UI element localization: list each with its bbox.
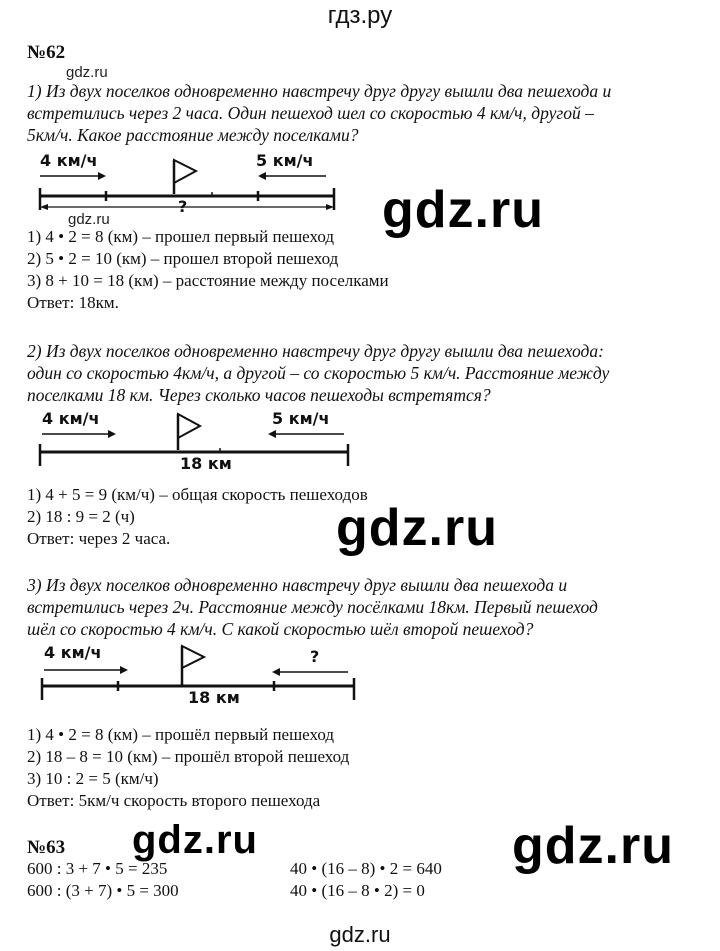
task-number-63: №63 <box>27 837 66 858</box>
right-arrow-head <box>268 430 276 438</box>
left-arrow-head <box>98 172 106 180</box>
watermark-large: gdz.ru <box>336 499 498 557</box>
left-speed-label: 4 км/ч <box>40 151 98 170</box>
task-text-line: поселками 18 км. Через сколько часов пешеходы встретятся? <box>27 385 491 405</box>
watermark-large: gdz.ru <box>382 181 544 239</box>
watermark-large: gdz.ru <box>132 818 258 862</box>
distance-label: ? <box>178 197 188 216</box>
expression-line: 600 : 3 + 7 • 5 = 235 <box>27 859 168 878</box>
expression-line: 40 • (16 – 8 • 2) = 0 <box>290 881 425 900</box>
site-footer: gdz.ru <box>329 922 391 947</box>
diagram-3 <box>28 640 368 712</box>
solution-line: 3) 10 : 2 = 5 (км/ч) <box>27 769 159 788</box>
task-text-line: шёл со скоростью 4 км/ч. С какой скоростью шёл второй пешеход? <box>27 619 534 639</box>
expression-line: 600 : (3 + 7) • 5 = 300 <box>27 881 179 900</box>
distance-label: 18 км <box>180 454 232 473</box>
right-speed-label: ? <box>310 647 320 666</box>
answer-line: Ответ: 18км. <box>27 293 119 312</box>
distance-label: 18 км <box>188 688 240 707</box>
task-text-line: 3) Из двух поселков одновременно навстречу друг вышли два пешехода и <box>27 575 568 595</box>
answer-line: Ответ: через 2 часа. <box>27 529 171 548</box>
expression-line: 40 • (16 – 8) • 2 = 640 <box>290 859 442 878</box>
watermark-large: gdz.ru <box>512 817 674 875</box>
watermark-small: gdz.ru <box>66 64 108 81</box>
right-speed-label: 5 км/ч <box>256 151 314 170</box>
task-text-line: 2) Из двух поселков одновременно навстречу друг другу вышли два пешехода: <box>27 341 604 361</box>
answer-line: Ответ: 5км/ч скорость второго пешехода <box>27 791 321 810</box>
task-number-62: №62 <box>27 42 66 63</box>
task-text-line: 5км/ч. Какое расстояние между поселками? <box>27 125 359 145</box>
diagram-2 <box>28 406 368 478</box>
flag-icon <box>182 646 204 668</box>
left-speed-label: 4 км/ч <box>42 409 100 428</box>
task-text-line: встретились через 2 часа. Один пешеход шел со скоростью 4 км/ч, другой – <box>27 103 594 123</box>
flag-icon <box>178 414 200 438</box>
solution-line: 2) 18 – 8 = 10 (км) – прошёл второй пешеход <box>27 747 350 766</box>
left-arrow-head <box>120 666 128 674</box>
flag-icon <box>174 160 196 183</box>
solution-line: 1) 4 + 5 = 9 (км/ч) – общая скорость пешеходов <box>27 485 368 504</box>
task-text-line: один со скоростью 4км/ч, а другой – со скоростью 5 км/ч. Расстояние между <box>27 363 610 383</box>
solution-line: 1) 4 • 2 = 8 (км) – прошёл первый пешеход <box>27 725 335 744</box>
right-speed-label: 5 км/ч <box>272 409 330 428</box>
solution-line: 1) 4 • 2 = 8 (км) – прошел первый пешеход <box>27 227 335 246</box>
task-text-line: встретились через 2ч. Расстояние между посёлками 18км. Первый пешеход <box>27 597 598 617</box>
solution-line: 2) 18 : 9 = 2 (ч) <box>27 507 135 526</box>
left-arrow-head <box>108 430 116 438</box>
solution-line: 3) 8 + 10 = 18 (км) – расстояние между поселками <box>27 271 389 290</box>
site-header: гдз.ру <box>327 2 393 29</box>
right-arrow-head <box>258 172 266 180</box>
task-text-line: 1) Из двух поселков одновременно навстречу друг другу вышли два пешехода и <box>27 81 612 101</box>
solution-line: 2) 5 • 2 = 10 (км) – прошел второй пешеход <box>27 249 339 268</box>
left-speed-label: 4 км/ч <box>44 643 102 662</box>
right-arrow-head <box>272 668 280 676</box>
watermark-small: gdz.ru <box>68 211 110 228</box>
